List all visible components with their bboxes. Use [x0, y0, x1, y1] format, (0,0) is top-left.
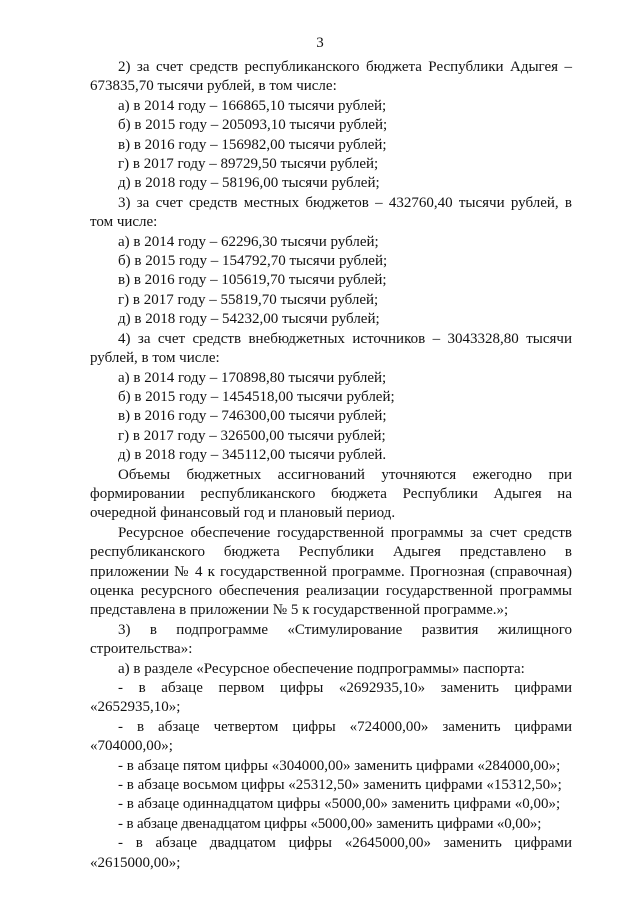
list-item: в) в 2016 году – 746300,00 тысячи рублей;	[118, 408, 387, 425]
replacement-line: - в абзаце двенадцатом цифры «5000,00» заменить цифрами «0,00»;	[118, 815, 542, 832]
subprogram-item: 3) в подпрограмме «Стимулирование развития жилищного строительства»:	[90, 621, 572, 658]
list-item: д) в 2018 году – 58196,00 тысячи рублей;	[118, 175, 380, 192]
list-item: в) в 2016 году – 105619,70 тысячи рублей;	[118, 272, 387, 289]
document-body	[90, 58, 572, 873]
page-number: 3	[316, 35, 324, 51]
replacement-line: - в абзаце восьмом цифры «25312,50» заменить цифрами «15312,50»;	[118, 777, 562, 794]
replacement-line: - в абзаце четвертом цифры «724000,00» заменить цифрами «704000,00»;	[90, 718, 572, 755]
list-item: б) в 2015 году – 1454518,00 тысячи рублей;	[118, 388, 395, 405]
passport-section-item: а) в разделе «Ресурсное обеспечение подпрограммы» паспорта:	[118, 660, 525, 677]
list-item: б) в 2015 году – 154792,70 тысячи рублей;	[118, 253, 388, 270]
extra-budget-intro: 4) за счет средств внебюджетных источников – 3043328,80 тысячи рублей, в том числе:	[90, 330, 572, 367]
republican-budget-intro: 2) за счет средств республиканского бюджета Республики Адыгея – 673835,70 тысячи рублей, в том числе:	[90, 59, 572, 95]
list-item: а) в 2014 году – 166865,10 тысячи рублей;	[118, 97, 387, 114]
replacement-line: - в абзаце пятом цифры «304000,00» заменить цифрами «284000,00»;	[118, 757, 561, 774]
list-item: д) в 2018 году – 345112,00 тысячи рублей.	[118, 447, 387, 464]
local-budget-intro: 3) за счет средств местных бюджетов – 432760,40 тысячи рублей, в том числе:	[90, 194, 572, 231]
list-item: д) в 2018 году – 54232,00 тысячи рублей;	[118, 311, 380, 328]
replacement-line: - в абзаце первом цифры «2692935,10» заменить цифрами «2652935,10»;	[90, 680, 572, 716]
replacement-line: - в абзаце двадцатом цифры «2645000,00» заменить цифрами «2615000,00»;	[90, 835, 572, 871]
list-item: г) в 2017 году – 55819,70 тысячи рублей;	[118, 291, 379, 308]
resources-paragraph: Ресурсное обеспечение государственной программы за счет средств республиканского бюджета Республики Адыгея представлено в приложении № 4 к государственной программе. Прогнозная (справочная) оценка ресурсного обеспечения реализации государственной программы представлена в приложении № 5 к государственной программе.»;	[90, 524, 572, 619]
list-item: а) в 2014 году – 170898,80 тысячи рублей;	[118, 369, 387, 386]
list-item: г) в 2017 году – 326500,00 тысячи рублей;	[118, 427, 386, 444]
volumes-paragraph: Объемы бюджетных ассигнований уточняются ежегодно при формировании республиканского бюджета Республики Адыгея на очередной финансовый год и плановый период.	[90, 466, 572, 522]
list-item: а) в 2014 году – 62296,30 тысячи рублей;	[118, 233, 379, 250]
list-item: б) в 2015 году – 205093,10 тысячи рублей;	[118, 117, 388, 134]
list-item: в) в 2016 году – 156982,00 тысячи рублей;	[118, 136, 387, 153]
replacement-line: - в абзаце одиннадцатом цифры «5000,00» заменить цифрами «0,00»;	[118, 796, 561, 813]
list-item: г) в 2017 году – 89729,50 тысячи рублей;	[118, 156, 379, 173]
